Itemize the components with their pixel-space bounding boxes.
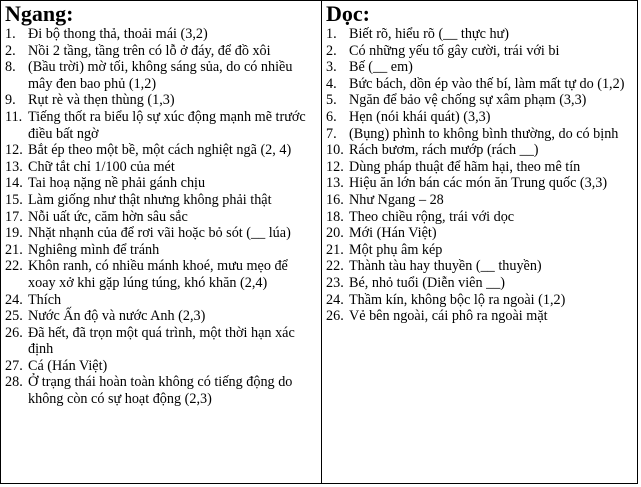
- doc-clue-item: [326, 225, 633, 242]
- doc-clue-item: [326, 175, 633, 192]
- clue-text: Dùng pháp thuật để hãm hại, theo mê tín: [349, 158, 581, 175]
- ngang-clue-item: [5, 308, 317, 325]
- clue-number: 2.: [326, 42, 337, 59]
- clue-number: 25.: [5, 308, 23, 325]
- doc-heading: Dọc:: [326, 1, 370, 26]
- clue-number: 11.: [5, 108, 23, 125]
- clue-number: 23.: [326, 274, 344, 291]
- ngang-clue-item: [5, 292, 317, 309]
- clue-number: 4.: [326, 75, 337, 92]
- clue-text: Biết rõ, hiểu rõ (__ thực hư): [349, 26, 509, 42]
- clue-number: 15.: [5, 191, 23, 208]
- clue-number: 13.: [326, 175, 344, 192]
- clue-number: 22.: [5, 258, 23, 275]
- clue-text: Bế (__ em): [349, 59, 413, 76]
- clue-text: (Bụng) phình to không bình thường, do có bịnh: [349, 125, 619, 142]
- ngang-clue-item: [5, 242, 317, 259]
- clue-number: 18.: [326, 208, 344, 225]
- clue-number: 21.: [5, 241, 23, 258]
- clue-number: 22.: [326, 258, 344, 275]
- clue-text: Hẹn (nói khái quát) (3,3): [349, 108, 491, 125]
- doc-clue-item: [326, 275, 633, 292]
- ngang-clue-item: [5, 26, 317, 43]
- ngang-clue-item: [5, 109, 317, 142]
- clue-text: Thầm kín, không bộc lộ ra ngoài (1,2): [349, 291, 566, 308]
- ngang-clue-item: [5, 175, 317, 192]
- clue-number: 10.: [326, 142, 344, 159]
- clue-text: Tiếng thốt ra biểu lộ sự xúc động mạnh mẽ trước điều bất ngờ: [28, 108, 306, 142]
- ngang-clue-item: [5, 142, 317, 159]
- clue-text: Đi bộ thong thả, thoải mái (3,2): [28, 26, 208, 42]
- clue-number: 21.: [326, 241, 344, 258]
- clue-text: Rụt rè và thẹn thùng (1,3): [28, 92, 175, 109]
- clue-number: 2.: [5, 42, 16, 59]
- doc-clue-item: [326, 59, 633, 76]
- clue-text: Rách bươm, rách mướp (rách __): [349, 142, 539, 159]
- clue-number: 5.: [326, 92, 337, 109]
- clue-number: 12.: [326, 158, 344, 175]
- clue-text: Nghiêng mình để tránh: [28, 241, 160, 258]
- clue-text: Có những yếu tố gây cười, trái với bi: [349, 42, 560, 59]
- doc-clue-item: [326, 258, 633, 275]
- clue-number: 8.: [5, 59, 16, 76]
- doc-clue-item: [326, 308, 633, 325]
- ngang-heading: Ngang:: [5, 1, 74, 26]
- clue-text: Nồi 2 tầng, tầng trên có lỗ ở đáy, để đồ xôi: [28, 42, 271, 59]
- ngang-clue-item: [5, 43, 317, 60]
- clue-text: Theo chiều rộng, trái với dọc: [349, 208, 515, 225]
- doc-clue-item: [326, 76, 633, 93]
- doc-clue-item: [326, 142, 633, 159]
- clue-text: Vẻ bên ngoài, cái phô ra ngoài mặt: [349, 308, 548, 325]
- clue-number: 20.: [326, 225, 344, 242]
- ngang-clue-list: [5, 26, 317, 408]
- ngang-clue-item: [5, 59, 317, 92]
- clue-number: 19.: [5, 225, 23, 242]
- clue-number: 12.: [5, 142, 23, 159]
- ngang-clue-item: [5, 92, 317, 109]
- clue-number: 13.: [5, 158, 23, 175]
- ngang-clue-item: [5, 209, 317, 226]
- doc-clue-item: [326, 292, 633, 309]
- clue-text: Nhặt nhạnh của để rơi vãi hoặc bỏ sót (__ lúa): [28, 225, 291, 242]
- doc-clue-item: [326, 242, 633, 259]
- doc-clue-item: [326, 209, 633, 226]
- clue-text: Một phụ âm kép: [349, 241, 443, 258]
- clue-text: Ở trạng thái hoàn toàn không có tiếng động do không còn có sự hoạt động (2,3): [28, 374, 293, 408]
- doc-clue-item: [326, 192, 633, 209]
- clue-number: 14.: [5, 175, 23, 192]
- clue-text: (Bầu trời) mờ tối, không sáng sủa, do có nhiều mây đen bao phủ (1,2): [28, 59, 293, 92]
- clue-number: 26.: [326, 308, 344, 325]
- clue-text: Thích: [28, 291, 62, 308]
- clue-number: 6.: [326, 108, 337, 125]
- ngang-clue-item: [5, 358, 317, 375]
- clue-number: 24.: [326, 291, 344, 308]
- ngang-clue-item: [5, 225, 317, 242]
- clue-number: 1.: [5, 26, 16, 42]
- clue-text: Như Ngang – 28: [349, 191, 444, 208]
- clue-text: Cá (Hán Việt): [28, 357, 108, 374]
- ngang-column: [1, 1, 322, 483]
- ngang-clue-item: [5, 258, 317, 291]
- ngang-clue-item: [5, 159, 317, 176]
- clue-number: 27.: [5, 357, 23, 374]
- doc-clue-item: [326, 159, 633, 176]
- clue-number: 3.: [326, 59, 337, 76]
- clue-text: Chữ tắt chỉ 1/100 của mét: [28, 158, 175, 175]
- clue-text: Bé, nhỏ tuổi (Diễn viên __): [349, 274, 506, 291]
- clue-number: 1.: [326, 26, 337, 42]
- doc-clue-item: [326, 26, 633, 43]
- clue-number: 24.: [5, 291, 23, 308]
- clue-number: 28.: [5, 374, 23, 391]
- clue-text: Bắt ép theo một bề, một cách nghiệt ngã (2, 4): [28, 142, 292, 159]
- clue-text: Thành tàu hay thuyền (__ thuyền): [349, 258, 542, 275]
- clue-number: 26.: [5, 324, 23, 341]
- doc-clue-item: [326, 43, 633, 60]
- clue-text: Tai hoạ nặng nề phải gánh chịu: [28, 175, 206, 192]
- clue-number: 7.: [326, 125, 337, 142]
- clue-text: Mới (Hán Việt): [349, 225, 437, 242]
- clue-text: Nước Ấn độ và nước Anh (2,3): [28, 308, 206, 325]
- clue-text: Hiệu ăn lớn bán các món ăn Trung quốc (3,3): [349, 175, 608, 192]
- ngang-clue-item: [5, 192, 317, 209]
- clue-text: Đã hết, đã trọn một quá trình, một thời hạn xác định: [28, 324, 295, 358]
- clue-text: Khôn ranh, có nhiều mánh khoé, mưu mẹo để xoay xở khi gặp lúng túng, khó khăn (2,4): [28, 258, 288, 291]
- clue-number: 16.: [326, 191, 344, 208]
- doc-column: [322, 1, 637, 483]
- doc-clue-item: [326, 92, 633, 109]
- ngang-clue-item: [5, 374, 317, 407]
- clue-text: Làm giống như thật nhưng không phải thật: [28, 191, 272, 208]
- clue-text: Bức bách, dồn ép vào thế bí, làm mất tự do (1,2): [349, 75, 625, 92]
- clue-text: Nỗi uất ức, căm hờn sâu sắc: [28, 208, 188, 225]
- clue-number: 17.: [5, 208, 23, 225]
- doc-clue-item: [326, 126, 633, 143]
- ngang-clue-item: [5, 325, 317, 358]
- doc-clue-item: [326, 109, 633, 126]
- clue-text: Ngăn để bảo vệ chống sự xâm phạm (3,3): [349, 92, 587, 109]
- doc-clue-list: [326, 26, 633, 325]
- clue-number: 9.: [5, 92, 16, 109]
